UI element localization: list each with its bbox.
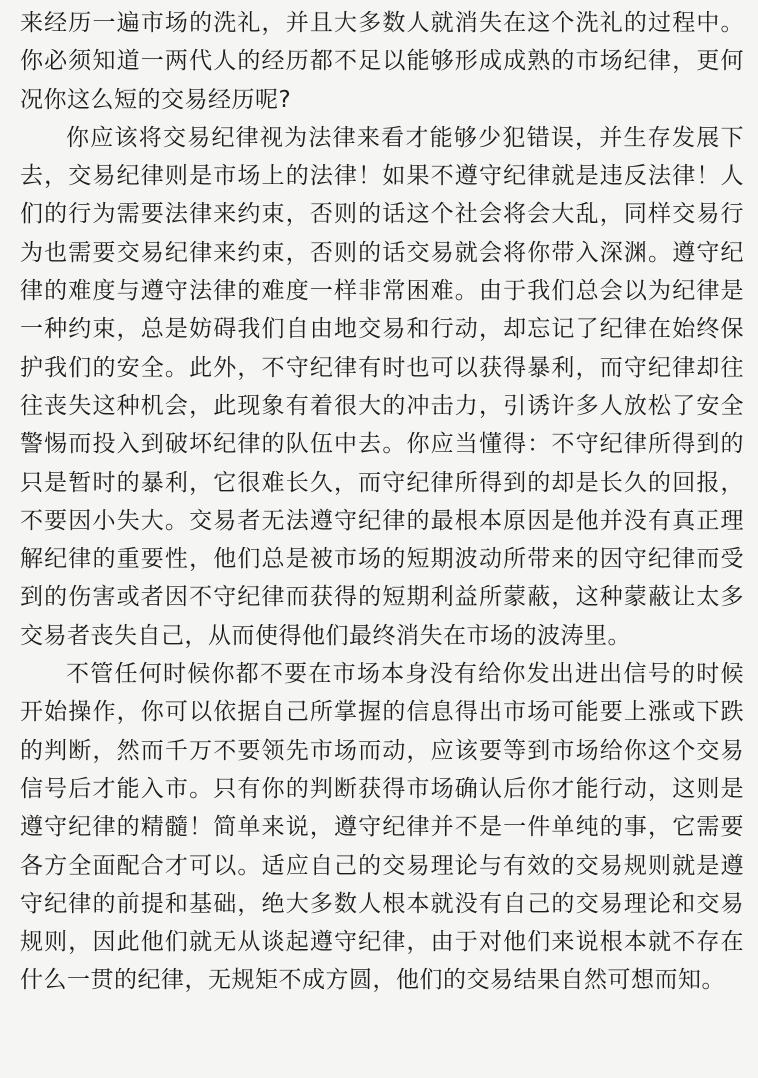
text-line: 解纪律的重要性，他们总是被市场的短期波动所带来的因守纪律而受: [20, 546, 744, 573]
text-line: 各方全面配合才可以。适应自己的交易理论与有效的交易规则就是遵: [20, 852, 744, 879]
text-line: 遵守纪律的精髓！简单来说，遵守纪律并不是一件单纯的事，它需要: [20, 814, 744, 841]
text-line: 到的伤害或者因不守纪律而获得的短期利益所蒙蔽，这种蒙蔽让太多: [20, 584, 744, 611]
text-line: 一种约束，总是妨碍我们自由地交易和行动，却忘记了纪律在始终保: [20, 316, 744, 343]
text-line: 护我们的安全。此外，不守纪律有时也可以获得暴利，而守纪律却往: [20, 354, 744, 381]
text-line: 开始操作，你可以依据自己所掌握的信息得出市场可能要上涨或下跌: [20, 699, 744, 726]
text-line: 规则，因此他们就无从谈起遵守纪律，由于对他们来说根本就不存在: [20, 929, 744, 956]
text-line: 警惕而投入到破坏纪律的队伍中去。你应当懂得：不守纪律所得到的: [20, 431, 744, 458]
text-line: 只是暂时的暴利，它很难长久，而守纪律所得到的却是长久的回报，: [20, 469, 744, 496]
text-line: 况你这么短的交易经历呢?: [20, 86, 292, 113]
text-line: 你必须知道一两代人的经历都不足以能够形成成熟的市场纪律，更何: [20, 48, 744, 75]
text-line: 为也需要交易纪律来约束，否则的话交易就会将你带入深渊。遵守纪: [20, 239, 744, 266]
text-line: 律的难度与遵守法律的难度一样非常困难。由于我们总会以为纪律是: [20, 278, 744, 305]
text-line: 信号后才能入市。只有你的判断获得市场确认后你才能行动，这则是: [20, 775, 744, 802]
text-line: 不要因小失大。交易者无法遵守纪律的最根本原因是他并没有真正理: [20, 507, 744, 534]
text-line: 什么一贯的纪律，无规矩不成方圆，他们的交易结果自然可想而知。: [20, 967, 725, 994]
text-line: 的判断，然而千万不要领先市场而动，应该要等到市场给你这个交易: [20, 737, 744, 764]
text-line: 不管任何时候你都不要在市场本身没有给你发出进出信号的时候: [66, 661, 744, 688]
text-line: 们的行为需要法律来约束，否则的话这个社会将会大乱，同样交易行: [20, 201, 744, 228]
text-line: 往丧失这种机会，此现象有着很大的冲击力，引诱许多人放松了安全: [20, 392, 744, 419]
text-line: 你应该将交易纪律视为法律来看才能够少犯错误，并生存发展下: [66, 124, 744, 151]
text-line: 守纪律的前提和基础，绝大多数人根本就没有自己的交易理论和交易: [20, 890, 744, 917]
text-line: 去，交易纪律则是市场上的法律！如果不遵守纪律就是违反法律！人: [20, 163, 744, 190]
text-line: 交易者丧失自己，从而使得他们最终消失在市场的波涛里。: [20, 622, 631, 649]
text-line: 来经历一遍市场的洗礼，并且大多数人就消失在这个洗礼的过程中。: [20, 10, 744, 36]
